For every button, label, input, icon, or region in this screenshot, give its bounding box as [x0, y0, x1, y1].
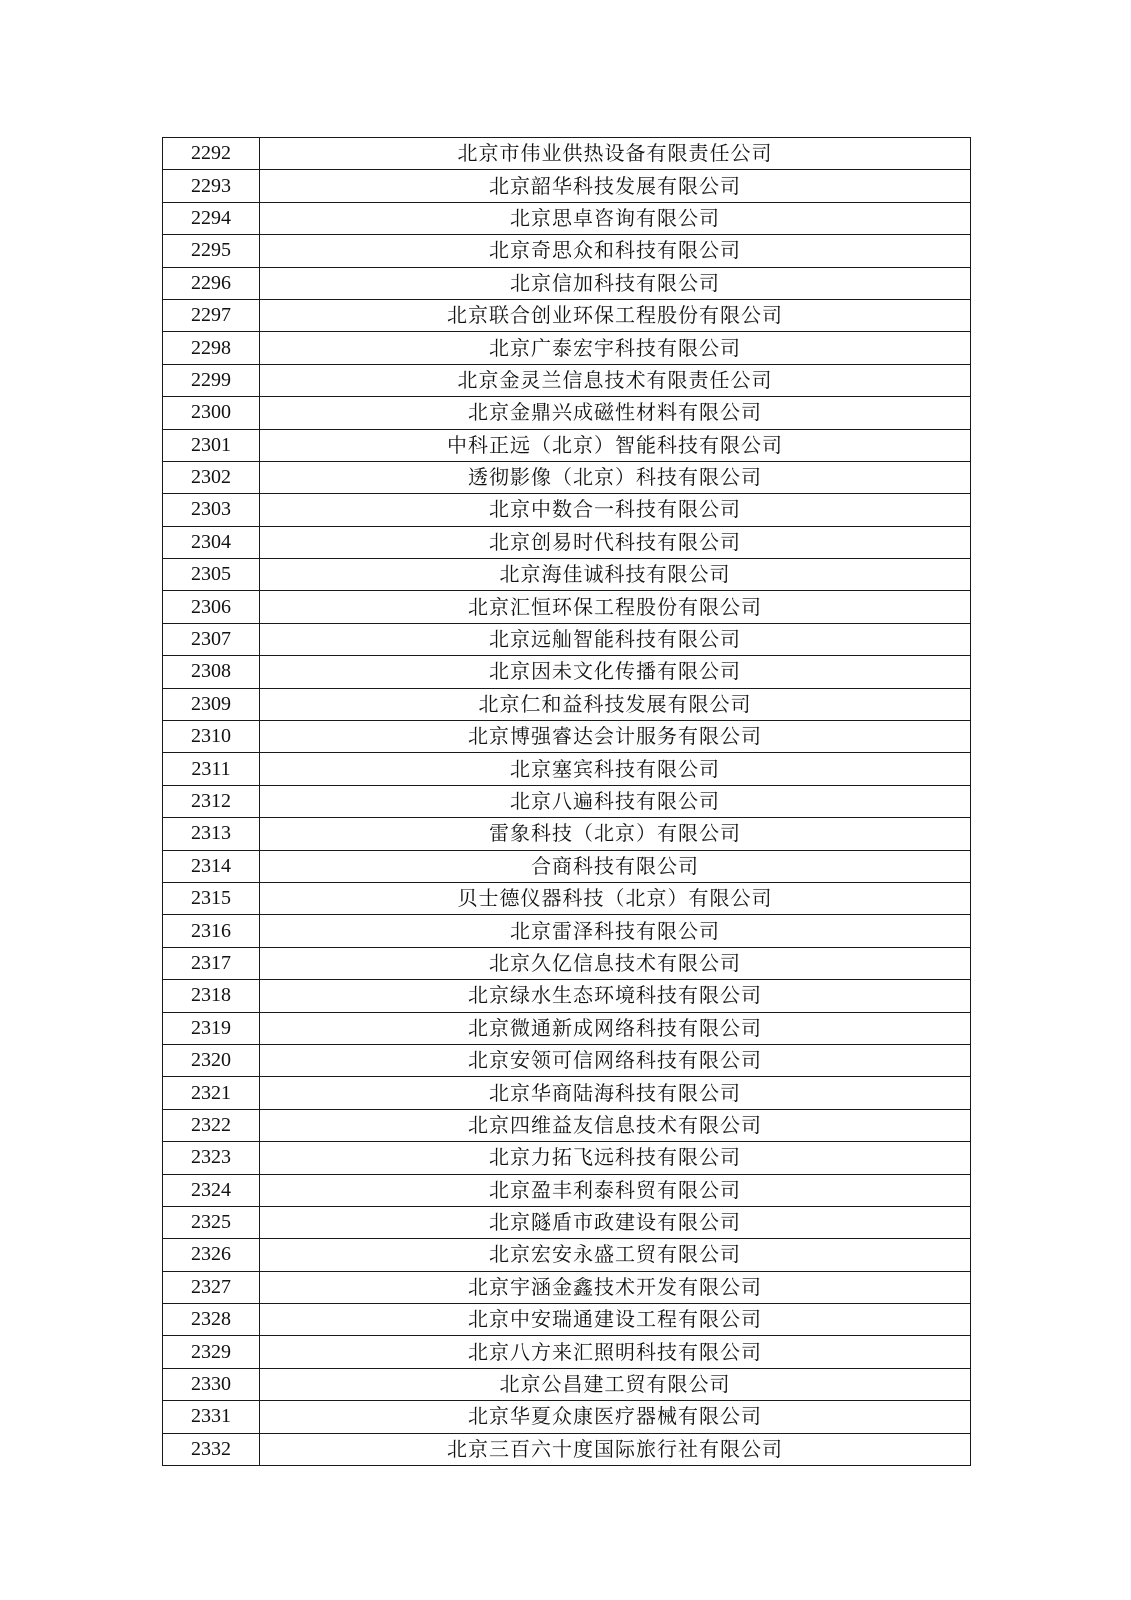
table-row [163, 1109, 971, 1141]
company-name-cell: 雷象科技（北京）有限公司 [260, 818, 971, 850]
row-number-cell: 2301 [163, 429, 260, 461]
company-name-cell: 北京四维益友信息技术有限公司 [260, 1109, 971, 1141]
table-row [163, 332, 971, 364]
company-name-cell: 北京中数合一科技有限公司 [260, 494, 971, 526]
row-number-cell: 2307 [163, 623, 260, 655]
row-number-cell: 2330 [163, 1368, 260, 1400]
row-number-cell: 2320 [163, 1044, 260, 1076]
table-row [163, 397, 971, 429]
row-number-cell: 2311 [163, 753, 260, 785]
company-name-cell: 北京华夏众康医疗器械有限公司 [260, 1401, 971, 1433]
table-row [163, 461, 971, 493]
row-number-cell: 2303 [163, 494, 260, 526]
company-name-cell: 北京塞宾科技有限公司 [260, 753, 971, 785]
row-number-cell: 2318 [163, 980, 260, 1012]
row-number-cell: 2319 [163, 1012, 260, 1044]
company-name-cell: 北京八遍科技有限公司 [260, 785, 971, 817]
row-number-cell: 2313 [163, 818, 260, 850]
company-name-cell: 北京韶华科技发展有限公司 [260, 170, 971, 202]
table-row [163, 1077, 971, 1109]
table-row [163, 623, 971, 655]
table-row [163, 267, 971, 299]
row-number-cell: 2312 [163, 785, 260, 817]
table-row [163, 138, 971, 170]
company-name-cell: 北京八方来汇照明科技有限公司 [260, 1336, 971, 1368]
row-number-cell: 2292 [163, 138, 260, 170]
row-number-cell: 2306 [163, 591, 260, 623]
company-name-cell: 北京微通新成网络科技有限公司 [260, 1012, 971, 1044]
row-number-cell: 2295 [163, 235, 260, 267]
company-name-cell: 北京力拓飞远科技有限公司 [260, 1142, 971, 1174]
table-row [163, 170, 971, 202]
table-row [163, 1304, 971, 1336]
company-name-cell: 北京金灵兰信息技术有限责任公司 [260, 364, 971, 396]
company-name-cell: 贝士德仪器科技（北京）有限公司 [260, 882, 971, 914]
table-row [163, 1433, 971, 1465]
table-row [163, 299, 971, 331]
table-row [163, 526, 971, 558]
row-number-cell: 2293 [163, 170, 260, 202]
company-name-cell: 北京金鼎兴成磁性材料有限公司 [260, 397, 971, 429]
table-row [163, 850, 971, 882]
row-number-cell: 2309 [163, 688, 260, 720]
table-row [163, 1174, 971, 1206]
table-row [163, 559, 971, 591]
table-row [163, 202, 971, 234]
table-row [163, 429, 971, 461]
row-number-cell: 2321 [163, 1077, 260, 1109]
table-row [163, 591, 971, 623]
row-number-cell: 2315 [163, 882, 260, 914]
row-number-cell: 2296 [163, 267, 260, 299]
company-name-cell: 北京隧盾市政建设有限公司 [260, 1206, 971, 1238]
row-number-cell: 2328 [163, 1304, 260, 1336]
company-name-cell: 北京宏安永盛工贸有限公司 [260, 1239, 971, 1271]
company-name-cell: 北京汇恒环保工程股份有限公司 [260, 591, 971, 623]
table-row [163, 1336, 971, 1368]
table-row [163, 494, 971, 526]
table-row [163, 1239, 971, 1271]
company-name-cell: 北京创易时代科技有限公司 [260, 526, 971, 558]
company-name-cell: 北京信加科技有限公司 [260, 267, 971, 299]
company-table-body [163, 138, 971, 1466]
row-number-cell: 2310 [163, 721, 260, 753]
row-number-cell: 2329 [163, 1336, 260, 1368]
table-row [163, 1142, 971, 1174]
company-name-cell: 透彻影像（北京）科技有限公司 [260, 461, 971, 493]
company-name-cell: 北京因未文化传播有限公司 [260, 656, 971, 688]
row-number-cell: 2294 [163, 202, 260, 234]
row-number-cell: 2331 [163, 1401, 260, 1433]
row-number-cell: 2327 [163, 1271, 260, 1303]
table-row [163, 1044, 971, 1076]
row-number-cell: 2323 [163, 1142, 260, 1174]
company-name-cell: 北京三百六十度国际旅行社有限公司 [260, 1433, 971, 1465]
table-row [163, 1368, 971, 1400]
company-name-cell: 北京思卓咨询有限公司 [260, 202, 971, 234]
company-name-cell: 中科正远（北京）智能科技有限公司 [260, 429, 971, 461]
table-row [163, 1012, 971, 1044]
company-name-cell: 北京宇涵金鑫技术开发有限公司 [260, 1271, 971, 1303]
row-number-cell: 2299 [163, 364, 260, 396]
company-name-cell: 北京公昌建工贸有限公司 [260, 1368, 971, 1400]
company-name-cell: 合商科技有限公司 [260, 850, 971, 882]
row-number-cell: 2324 [163, 1174, 260, 1206]
company-name-cell: 北京博强睿达会计服务有限公司 [260, 721, 971, 753]
company-name-cell: 北京广泰宏宇科技有限公司 [260, 332, 971, 364]
table-row [163, 947, 971, 979]
row-number-cell: 2325 [163, 1206, 260, 1238]
row-number-cell: 2302 [163, 461, 260, 493]
company-name-cell: 北京远舢智能科技有限公司 [260, 623, 971, 655]
company-name-cell: 北京中安瑞通建设工程有限公司 [260, 1304, 971, 1336]
table-row [163, 818, 971, 850]
row-number-cell: 2332 [163, 1433, 260, 1465]
table-row [163, 980, 971, 1012]
company-name-cell: 北京市伟业供热设备有限责任公司 [260, 138, 971, 170]
row-number-cell: 2326 [163, 1239, 260, 1271]
row-number-cell: 2297 [163, 299, 260, 331]
row-number-cell: 2316 [163, 915, 260, 947]
table-row [163, 1401, 971, 1433]
row-number-cell: 2322 [163, 1109, 260, 1141]
table-row [163, 915, 971, 947]
company-name-cell: 北京联合创业环保工程股份有限公司 [260, 299, 971, 331]
company-name-cell: 北京久亿信息技术有限公司 [260, 947, 971, 979]
company-name-cell: 北京安领可信网络科技有限公司 [260, 1044, 971, 1076]
table-row [163, 688, 971, 720]
table-row [163, 364, 971, 396]
company-name-cell: 北京盈丰利泰科贸有限公司 [260, 1174, 971, 1206]
company-name-cell: 北京雷泽科技有限公司 [260, 915, 971, 947]
table-row [163, 1271, 971, 1303]
table-row [163, 721, 971, 753]
row-number-cell: 2317 [163, 947, 260, 979]
table-row [163, 785, 971, 817]
company-table [162, 137, 971, 1466]
table-row [163, 753, 971, 785]
row-number-cell: 2304 [163, 526, 260, 558]
table-row [163, 235, 971, 267]
table-row [163, 882, 971, 914]
company-name-cell: 北京海佳诚科技有限公司 [260, 559, 971, 591]
row-number-cell: 2298 [163, 332, 260, 364]
row-number-cell: 2305 [163, 559, 260, 591]
table-row [163, 656, 971, 688]
company-name-cell: 北京绿水生态环境科技有限公司 [260, 980, 971, 1012]
row-number-cell: 2300 [163, 397, 260, 429]
row-number-cell: 2314 [163, 850, 260, 882]
company-name-cell: 北京奇思众和科技有限公司 [260, 235, 971, 267]
company-name-cell: 北京仁和益科技发展有限公司 [260, 688, 971, 720]
table-row [163, 1206, 971, 1238]
row-number-cell: 2308 [163, 656, 260, 688]
company-name-cell: 北京华商陆海科技有限公司 [260, 1077, 971, 1109]
